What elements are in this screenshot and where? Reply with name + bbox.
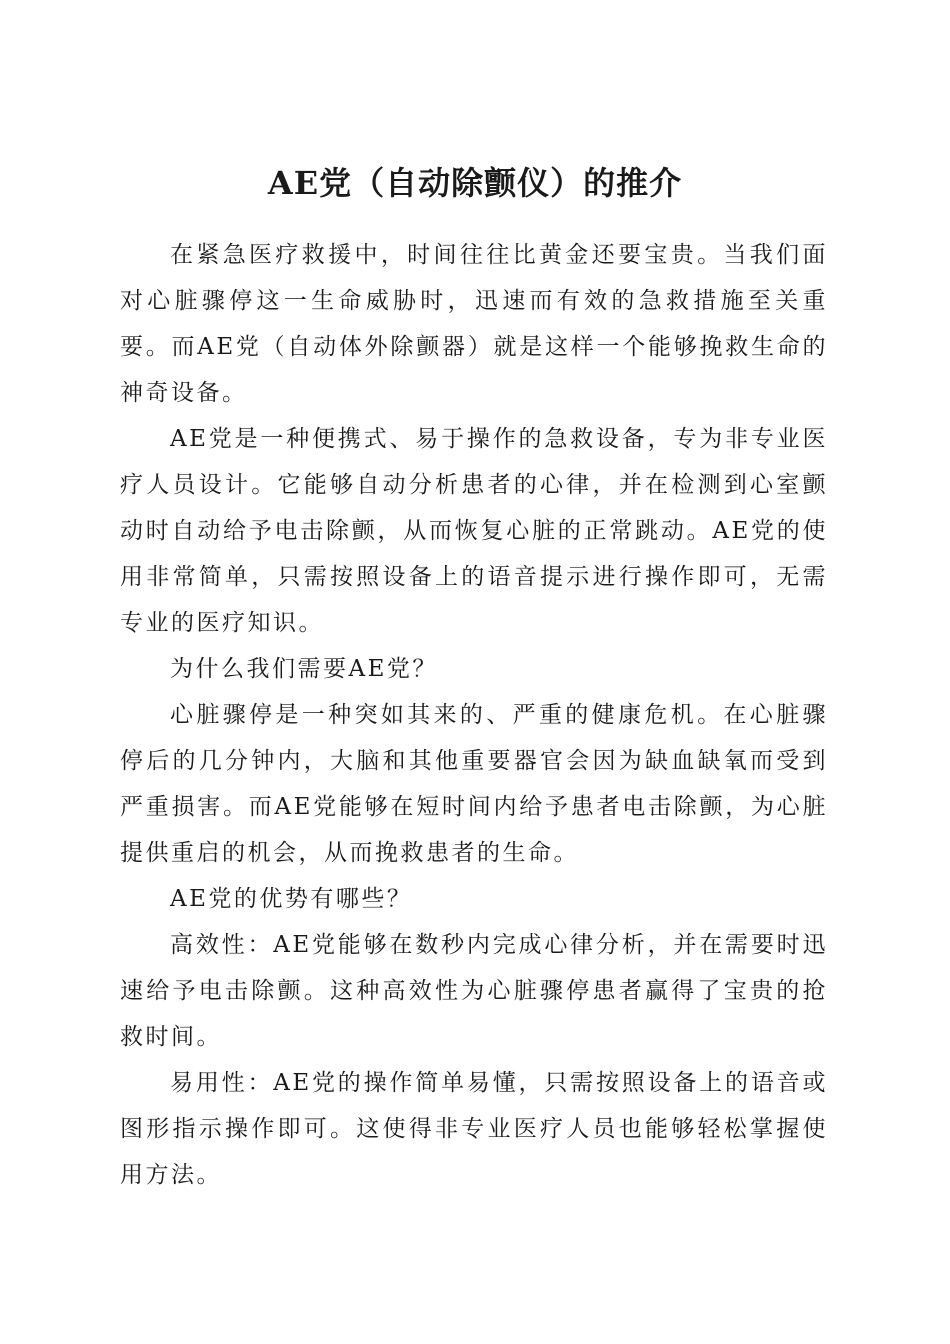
paragraph-usability: 易用性：AE党的操作简单易懂，只需按照设备上的语音或图形指示操作即可。这使得非专业医疗人员也能够轻松掌握使用方法。	[120, 1070, 828, 1188]
paragraph-intro: 在紧急医疗救援中，时间往往比黄金还要宝贵。当我们面对心脏骤停这一生命威胁时，迅速而有效的急救措施至关重要。而AE党（自动体外除颤器）就是这样一个能够挽救生命的神奇设备。	[120, 242, 828, 406]
paragraph-efficiency: 高效性：AE党能够在数秒内完成心律分析，并在需要时迅速给予电击除颤。这种高效性为心脏骤停患者赢得了宝贵的抢救时间。	[120, 932, 828, 1050]
section-heading-why: 为什么我们需要AE党？	[170, 656, 438, 682]
paragraph-description: AE党是一种便携式、易于操作的急救设备，专为非专业医疗人员设计。它能够自动分析患者的心律，并在检测到心室颤动时自动给予电击除颤，从而恢复心脏的正常跳动。AE党的使用非常简单，只需按照设备上的语音提示进行操作即可，无需专业的医疗知识。	[120, 426, 828, 636]
paragraph-why: 心脏骤停是一种突如其来的、严重的健康危机。在心脏骤停后的几分钟内，大脑和其他重要器官会因为缺血缺氧而受到严重损害。而AE党能够在短时间内给予患者电击除颤，为心脏提供重启的机会，从而挽救患者的生命。	[120, 702, 828, 866]
document-title: AE党（自动除颤仪）的推介	[267, 164, 683, 203]
document-body	[120, 232, 828, 1198]
section-heading-advantages: AE党的优势有哪些？	[170, 886, 413, 912]
